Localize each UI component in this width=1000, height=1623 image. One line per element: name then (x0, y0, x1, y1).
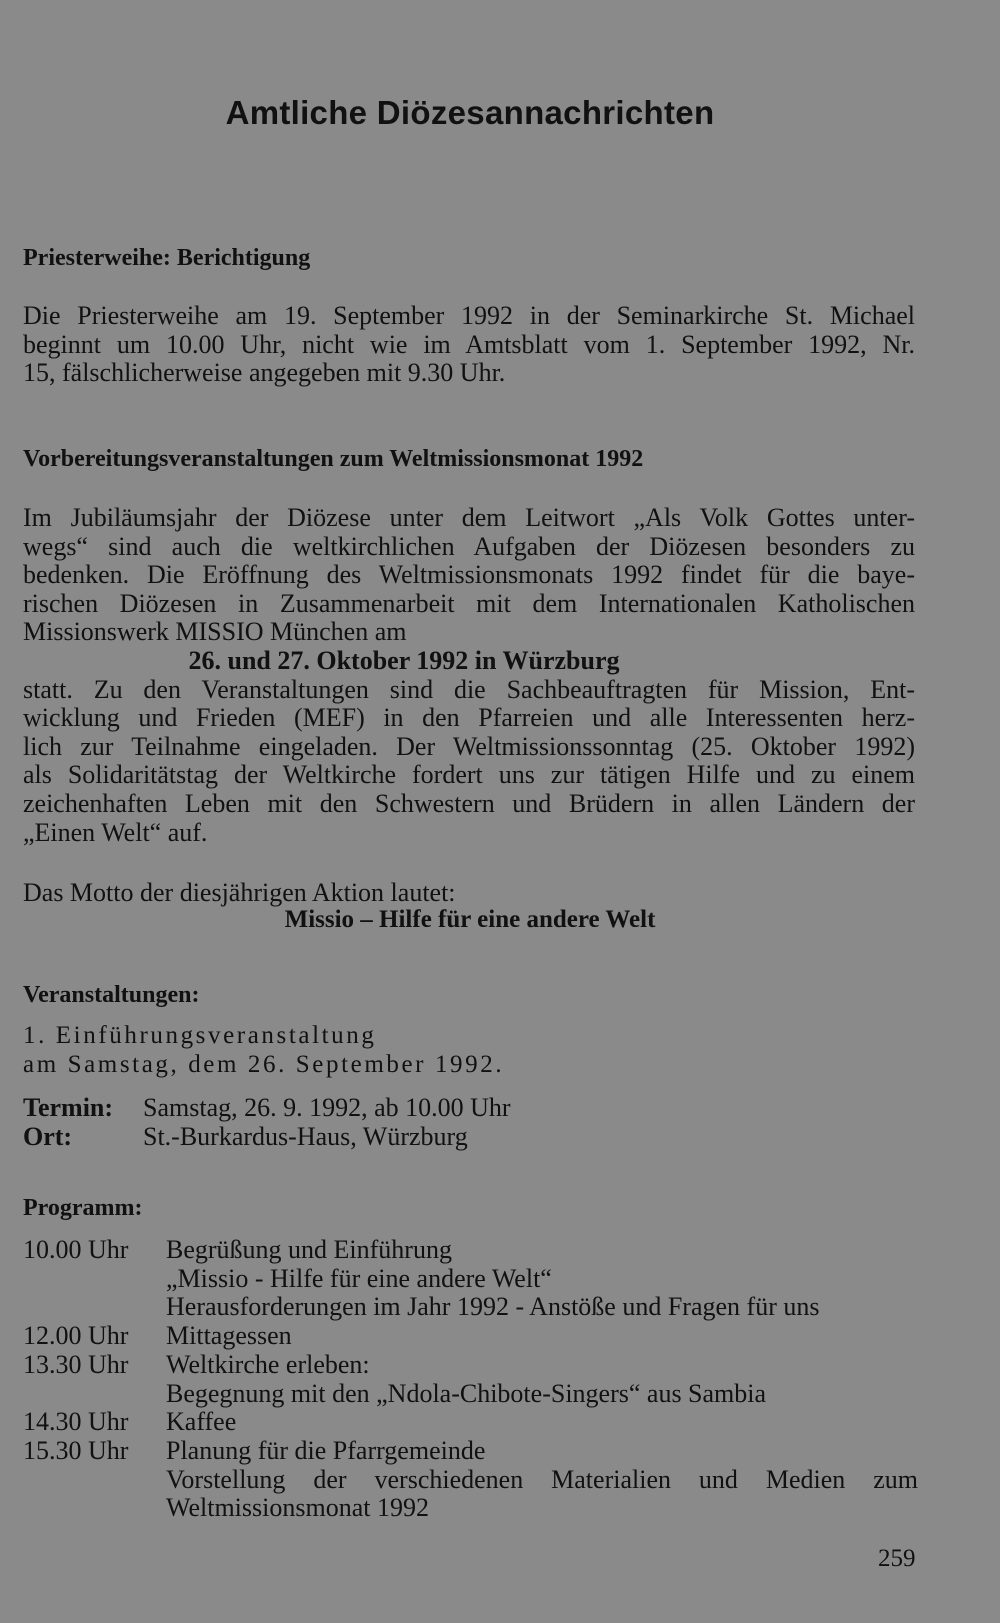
program-line: Weltmissionsmonat 1992 (166, 1493, 429, 1523)
program-time: 13.30 Uhr (23, 1349, 129, 1379)
program-row (23, 1437, 923, 1523)
text-line: beginnt um 10.00 Uhr, nicht wie im Amtsblatt vom 1. September 1992, Nr. (23, 329, 915, 359)
text-line: bedenken. Die Eröffnung des Weltmissionsmonats 1992 findet für die baye- (23, 560, 915, 590)
program-row (23, 1236, 923, 1322)
text-line: „Einen Welt“ auf. (23, 817, 208, 847)
program-description (166, 1322, 923, 1351)
paragraph-priesterweihe (23, 302, 915, 388)
termin-label: Termin: (23, 1093, 114, 1122)
ort-label: Ort: (23, 1122, 73, 1151)
text-line: rischen Diözesen in Zusammenarbeit mit dem Internationalen Katholischen (23, 588, 915, 618)
text-line: Die Priesterweihe am 19. September 1992 in der Seminarkirche St. Michael (23, 301, 915, 330)
text-line: Missionswerk MISSIO München am (23, 617, 407, 647)
program-line: „Missio - Hilfe für eine andere Welt“ (166, 1263, 552, 1293)
program-description (166, 1351, 923, 1408)
program-line: Mittagessen (166, 1321, 292, 1351)
paragraph-weltmission (23, 504, 915, 847)
program-time: 14.30 Uhr (23, 1407, 129, 1437)
program-description (166, 1408, 923, 1437)
text-line: Im Jubiläumsjahr der Diözese unter dem Leitwort „Als Volk Gottes unter- (23, 503, 915, 532)
program-line: Herausforderungen im Jahr 1992 - Anstöße und Fragen für uns (166, 1292, 820, 1322)
text-line: wegs“ sind auch die weltkirchlichen Aufgaben der Diözesen besonders zu (23, 531, 915, 561)
program-line: Begrüßung und Einführung (166, 1235, 452, 1264)
motto-label: Das Motto der diesjährigen Aktion lautet: (23, 878, 456, 907)
event-title: 1. Einführungsveranstaltung (23, 1022, 377, 1049)
text-line: 15, fälschlicherweise angegeben mit 9.30 Uhr. (23, 358, 506, 388)
event-date-line: 26. und 27. Oktober 1992 in Würzburg (188, 645, 620, 675)
text-line: wicklung und Frieden (MEF) in den Pfarreien und alle Interessenten herz- (23, 703, 915, 733)
program-time: 15.30 Uhr (23, 1435, 129, 1465)
termin-value: Samstag, 26. 9. 1992, ab 10.00 Uhr (143, 1093, 511, 1122)
program-row (23, 1408, 923, 1437)
ort-value: St.-Burkardus-Haus, Würzburg (143, 1122, 468, 1151)
page-number: 259 (878, 1545, 916, 1572)
events-heading: Veranstaltungen: (23, 982, 200, 1008)
ort-row (23, 1122, 468, 1152)
termin-row (23, 1093, 511, 1123)
text-line: als Solidaritätstag der Weltkirche fordert uns zur tätigen Hilfe und zu einem (23, 760, 915, 790)
text-line: statt. Zu den Veranstaltungen sind die Sachbeauftragten für Mission, Ent- (23, 674, 915, 704)
program-line: Kaffee (166, 1407, 237, 1437)
motto-text: Missio – Hilfe für eine andere Welt (284, 906, 656, 933)
event-date: am Samstag, dem 26. September 1992. (23, 1051, 505, 1078)
program-heading: Programm: (23, 1195, 143, 1221)
program-row (23, 1351, 923, 1408)
page-title: Amtliche Diözesannachrichten (225, 94, 715, 131)
program-time: 10.00 Uhr (23, 1235, 129, 1264)
text-line: zeichenhaften Leben mit den Schwestern und Brüdern in allen Ländern der (23, 788, 915, 818)
program-description (166, 1236, 923, 1322)
program-description (166, 1437, 923, 1523)
program-row (23, 1322, 923, 1351)
program-table (23, 1236, 923, 1523)
program-line: Weltkirche erleben: (166, 1349, 370, 1379)
program-time: 12.00 Uhr (23, 1321, 129, 1351)
program-line: Planung für die Pfarrgemeinde (166, 1435, 486, 1465)
section-heading-weltmission: Vorbereitungsveranstaltungen zum Weltmissionsmonat 1992 (23, 446, 644, 472)
text-line: lich zur Teilnahme eingeladen. Der Weltmissionssonntag (25. Oktober 1992) (23, 731, 915, 761)
program-line: Vorstellung der verschiedenen Materialien und Medien zum (166, 1464, 918, 1494)
program-line: Begegnung mit den „Ndola-Chibote-Singers“ aus Sambia (166, 1378, 767, 1408)
section-heading-priesterweihe: Priesterweihe: Berichtigung (23, 245, 311, 271)
